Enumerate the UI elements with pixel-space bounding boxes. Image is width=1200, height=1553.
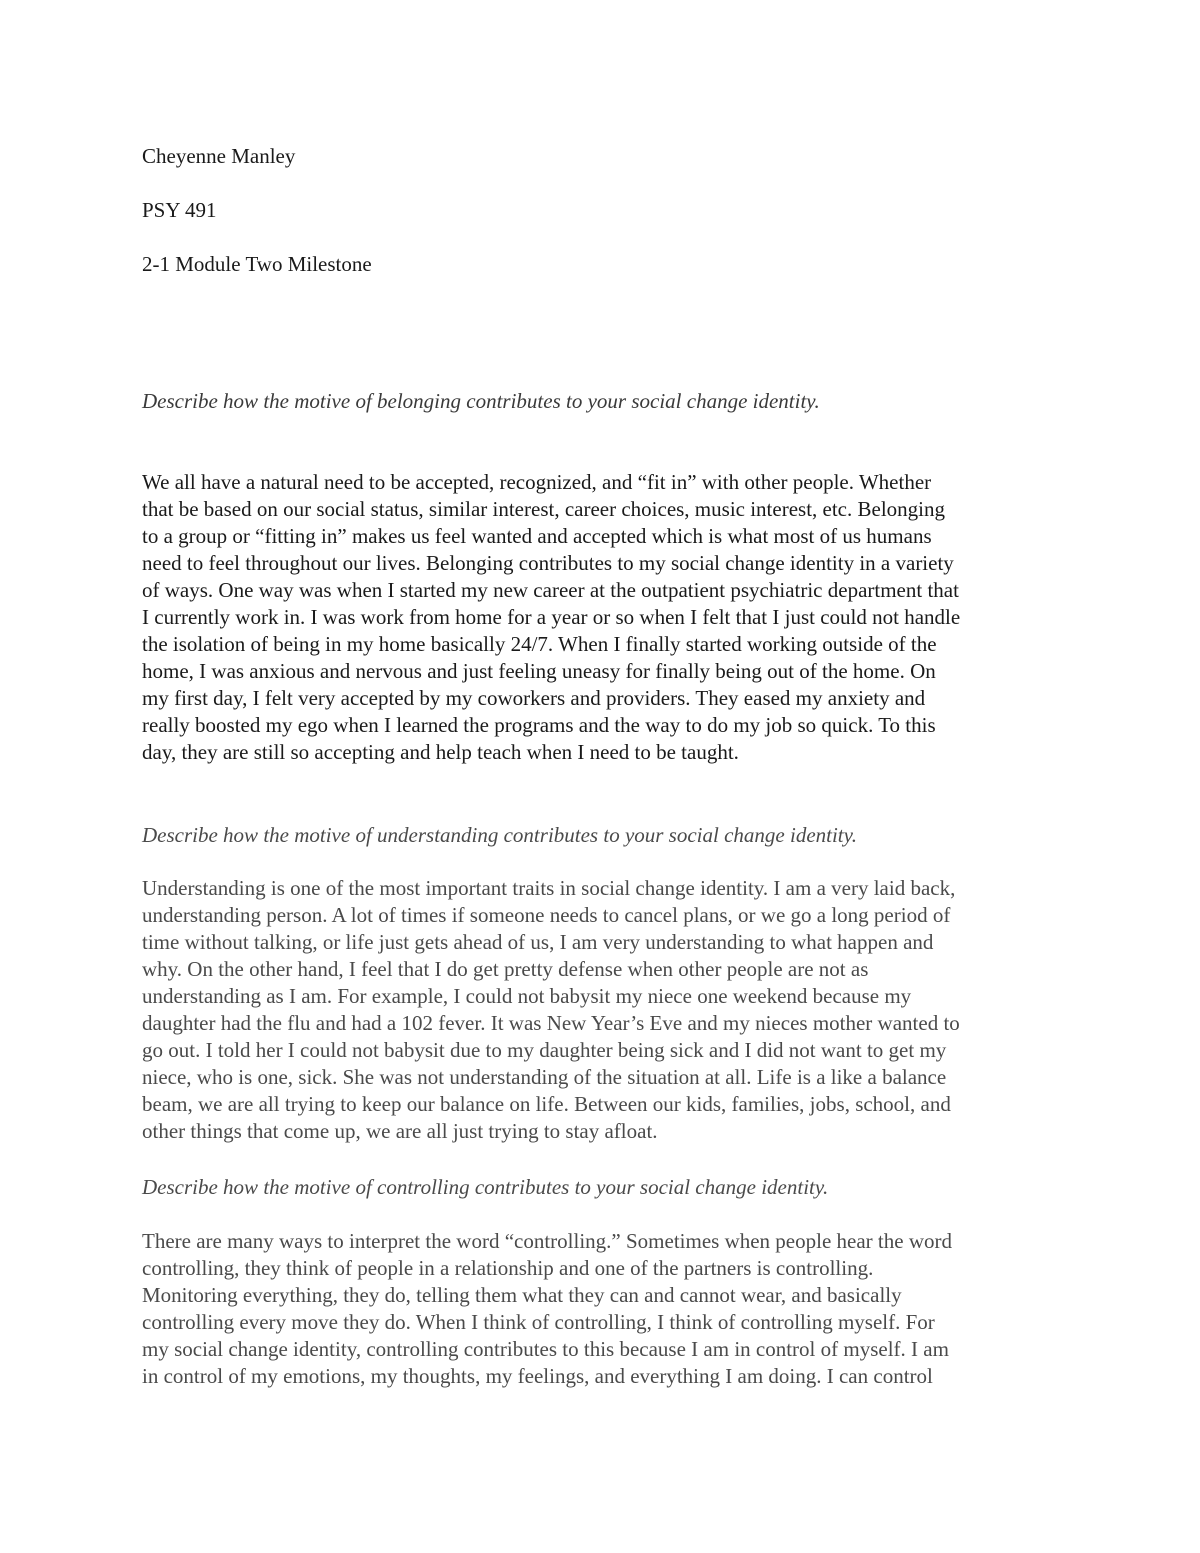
paragraph-line: why. On the other hand, I feel that I do get pretty defense when other people are not as (142, 957, 869, 981)
answer-controlling (142, 1228, 1082, 1390)
paragraph-line: the isolation of being in my home basically 24/7. When I finally started working outside of the (142, 632, 937, 656)
answer-understanding (142, 875, 1082, 1145)
paragraph-line: I currently work in. I was work from home for a year or so when I felt that I just could not handle (142, 605, 961, 629)
paragraph-line: home, I was anxious and nervous and just feeling uneasy for finally being out of the home. On (142, 659, 936, 683)
question-belonging: Describe how the motive of belonging contributes to your social change identity. (142, 389, 820, 413)
paragraph-line: go out. I told her I could not babysit due to my daughter being sick and I did not want to get my (142, 1038, 947, 1062)
paragraph-line: that be based on our social status, similar interest, career choices, music interest, etc. Belonging (142, 497, 946, 521)
author-name: Cheyenne Manley (142, 144, 296, 168)
paragraph-line: day, they are still so accepting and help teach when I need to be taught. (142, 740, 739, 764)
paragraph-line: daughter had the flu and had a 102 fever. It was New Year’s Eve and my nieces mother wanted to (142, 1011, 960, 1035)
paragraph-line: We all have a natural need to be accepted, recognized, and “fit in” with other people. Whether (142, 470, 932, 494)
paragraph-line: beam, we are all trying to keep our balance on life. Between our kids, families, jobs, school, and (142, 1092, 951, 1116)
paragraph-line: controlling every move they do. When I think of controlling, I think of controlling myself. For (142, 1310, 935, 1334)
answer-belonging (142, 469, 1082, 766)
paragraph-line: really boosted my ego when I learned the programs and the way to do my job so quick. To this (142, 713, 936, 737)
paragraph-line: my social change identity, controlling contributes to this because I am in control of myself. I am (142, 1337, 949, 1361)
paragraph-line: to a group or “fitting in” makes us feel wanted and accepted which is what most of us humans (142, 524, 932, 548)
paragraph-line: niece, who is one, sick. She was not understanding of the situation at all. Life is a like a balance (142, 1065, 947, 1089)
paragraph-line: There are many ways to interpret the word “controlling.” Sometimes when people hear the word (142, 1229, 952, 1253)
paragraph-line: understanding as I am. For example, I could not babysit my niece one weekend because my (142, 984, 912, 1008)
paragraph-line: time without talking, or life just gets ahead of us, I am very understanding to what happen and (142, 930, 934, 954)
paragraph-line: of ways. One way was when I started my new career at the outpatient psychiatric department that (142, 578, 959, 602)
question-understanding: Describe how the motive of understanding contributes to your social change identity. (142, 823, 858, 847)
paragraph-line: in control of my emotions, my thoughts, my feelings, and everything I am doing. I can control (142, 1364, 933, 1388)
paragraph-line: my first day, I felt very accepted by my coworkers and providers. They eased my anxiety and (142, 686, 926, 710)
course-code: PSY 491 (142, 198, 217, 222)
paragraph-line: need to feel throughout our lives. Belonging contributes to my social change identity in a variety (142, 551, 954, 575)
paragraph-line: understanding person. A lot of times if someone needs to cancel plans, or we go a long period of (142, 903, 951, 927)
assignment-title: 2-1 Module Two Milestone (142, 252, 372, 276)
paragraph-line: Understanding is one of the most important traits in social change identity. I am a very laid back, (142, 876, 956, 900)
question-controlling: Describe how the motive of controlling contributes to your social change identity. (142, 1175, 829, 1199)
paragraph-line: other things that come up, we are all just trying to stay afloat. (142, 1119, 658, 1143)
paragraph-line: controlling, they think of people in a relationship and one of the partners is controlling. (142, 1256, 874, 1280)
paragraph-line: Monitoring everything, they do, telling them what they can and cannot wear, and basically (142, 1283, 902, 1307)
